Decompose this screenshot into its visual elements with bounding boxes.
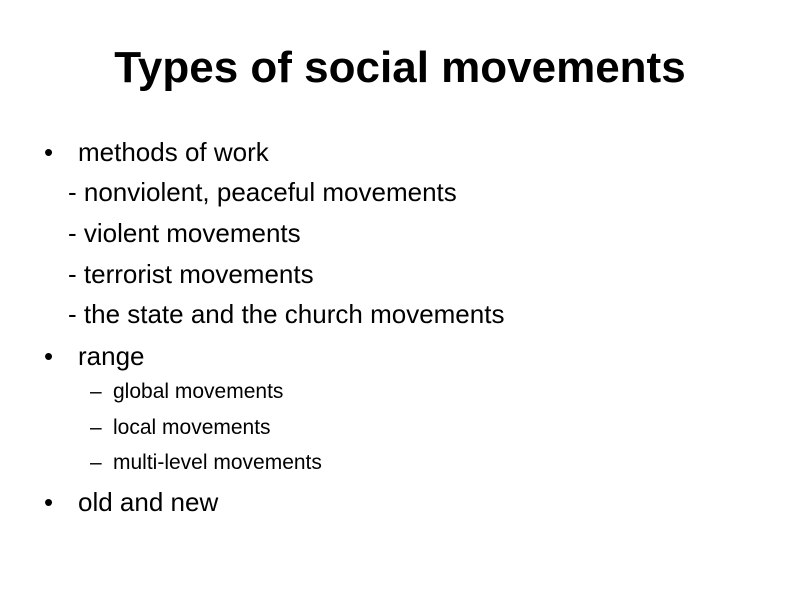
subline-violent: - violent movements (68, 218, 301, 248)
slide-title: Types of social movements (114, 43, 686, 92)
subitem-local: local movements (113, 416, 271, 439)
subline-nonviolent: - nonviolent, peaceful movements (68, 177, 457, 207)
dash-icon: – (90, 451, 102, 474)
dash-icon: – (90, 380, 102, 403)
list-item-old-and-new: old and new (78, 487, 219, 517)
bullet-icon: • (44, 487, 54, 517)
subline-terrorist: - terrorist movements (68, 259, 314, 289)
subitem-multi-level: multi-level movements (113, 451, 322, 474)
subline-state-church: - the state and the church movements (68, 299, 505, 329)
bullet-icon: • (44, 341, 54, 371)
dash-icon: – (90, 416, 102, 439)
list-item-methods-of-work: methods of work (78, 137, 269, 167)
bullet-icon: • (44, 137, 54, 167)
subitem-global: global movements (113, 380, 284, 403)
list-item-range: range (78, 341, 145, 371)
